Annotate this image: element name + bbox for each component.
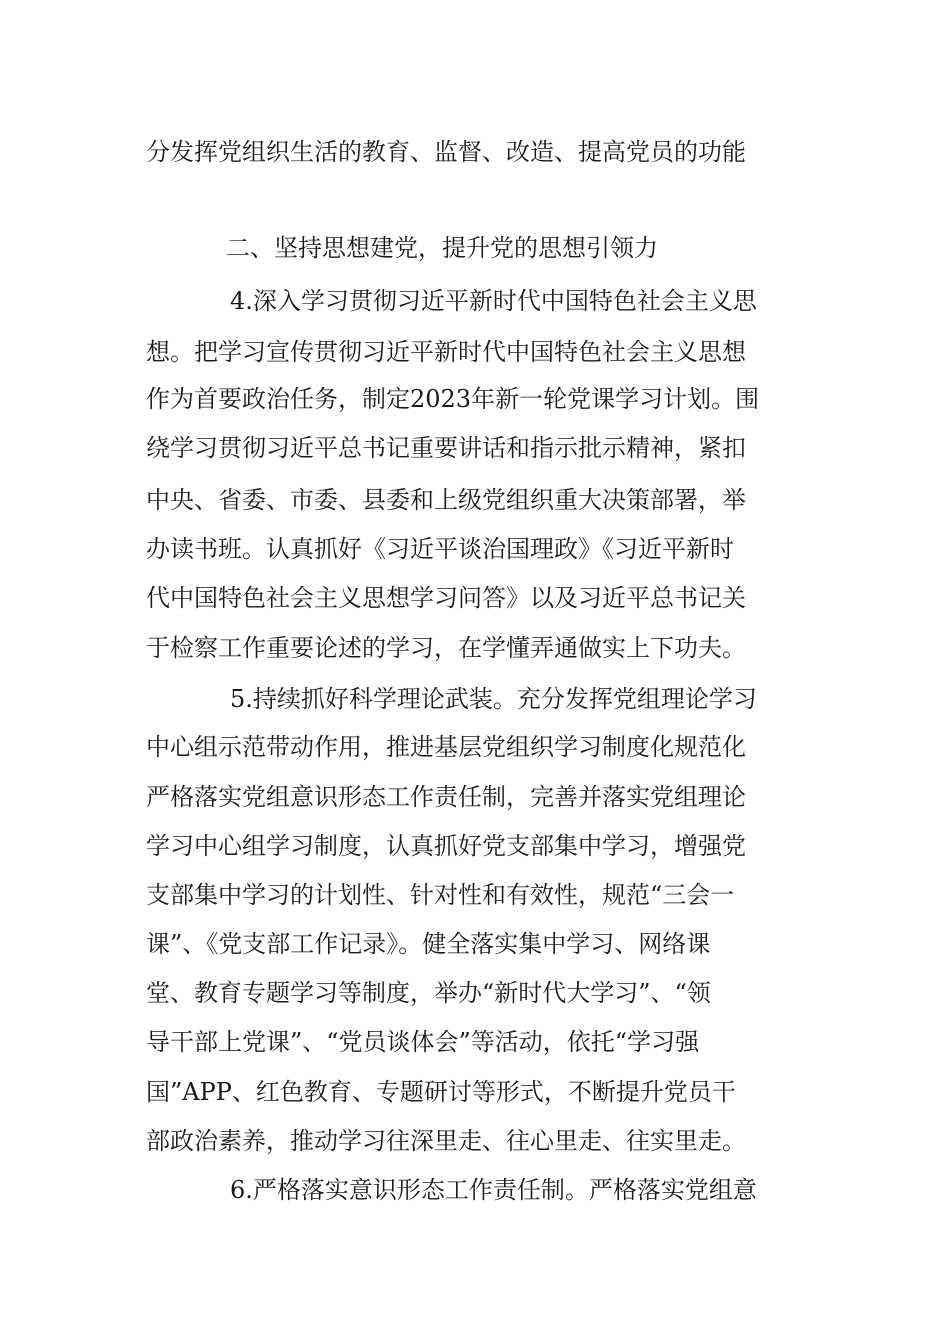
text-line-10: 于检察工作重要论述的学习，在学懂弄通做实上下功夫。 xyxy=(146,634,746,662)
paragraph-4-start: 4.深入学习贯彻习近平新时代中国特色社会主义思 xyxy=(230,287,757,315)
paragraph-6-start: 6.严格落实意识形态工作责任制。严格落实党组意 xyxy=(230,1176,757,1204)
text-line-20: 部政治素养，推动学习往深里走、往心里走、往实里走。 xyxy=(146,1127,746,1155)
paragraph-5-start: 5.持续抓好科学理论武装。充分发挥党组理论学习 xyxy=(230,685,757,713)
text-line-14: 学习中心组学习制度，认真抓好党支部集中学习，增强党 xyxy=(146,832,746,860)
section-heading: 二、坚持思想建党，提升党的思想引领力 xyxy=(226,234,658,262)
text-line-19: 国”APP、红色教育、专题研讨等形式，不断提升党员干 xyxy=(146,1078,736,1106)
text-line-16: 课”、《党支部工作记录》。健全落实集中学习、网络课 xyxy=(146,930,711,958)
text-line-1: 分发挥党组织生活的教育、监督、改造、提高党员的功能 xyxy=(146,138,746,166)
text-line-17: 堂、教育专题学习等制度，举办“新时代大学习”、“领 xyxy=(146,979,711,1007)
text-line-8: 办读书班。认真抓好《习近平谈治国理政》《习近平新时 xyxy=(146,535,734,563)
text-line-12: 中心组示范带动作用，推进基层党组织学习制度化规范化 xyxy=(146,733,746,761)
text-line-6: 绕学习贯彻习近平总书记重要讲话和指示批示精神，紧扣 xyxy=(146,434,746,462)
text-line-13: 严格落实党组意识形态工作责任制，完善并落实党组理论 xyxy=(146,783,746,811)
text-line-18: 导干部上党课”、“党员谈体会”等活动，依托“学习强 xyxy=(146,1028,700,1056)
text-line-15: 支部集中学习的计划性、针对性和有效性，规范“三会一 xyxy=(146,881,735,909)
text-line-5: 作为首要政治任务，制定2023年新一轮党课学习计划。围 xyxy=(146,385,760,413)
text-line-4: 想。把学习宣传贯彻习近平新时代中国特色社会主义思想 xyxy=(146,338,746,366)
text-line-7: 中央、省委、市委、县委和上级党组织重大决策部署，举 xyxy=(146,486,746,514)
text-line-9: 代中国特色社会主义思想学习问答》以及习近平总书记关 xyxy=(146,584,746,612)
